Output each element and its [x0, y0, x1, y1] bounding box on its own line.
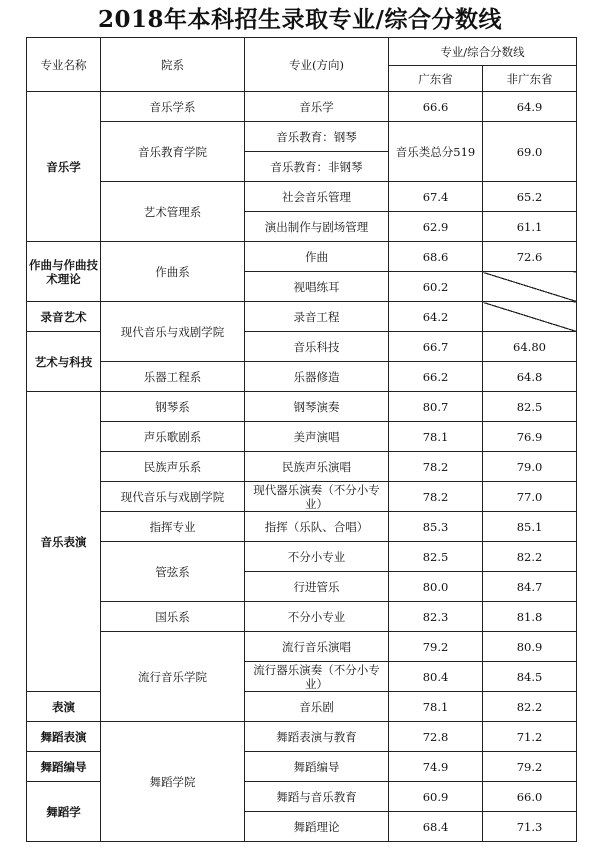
- header-row: [27, 38, 577, 66]
- dept-cell: 民族声乐系: [101, 452, 245, 482]
- direction-cell: 社会音乐管理: [245, 182, 389, 212]
- gd-score: 82.3: [389, 602, 483, 632]
- non-gd-score: 64.8: [483, 362, 577, 392]
- gd-score: 85.3: [389, 512, 483, 542]
- dept-cell: 乐器工程系: [101, 362, 245, 392]
- direction-cell: 音乐教育：非钢琴: [245, 152, 389, 182]
- dept-cell: 音乐教育学院: [101, 122, 245, 182]
- table-row: [27, 602, 577, 632]
- gd-score: 78.1: [389, 692, 483, 722]
- gd-score: 72.8: [389, 722, 483, 752]
- header-guangdong: 广东省: [389, 66, 483, 92]
- gd-score: 78.1: [389, 422, 483, 452]
- empty-diagonal-cell: [483, 302, 577, 332]
- gd-score: 64.2: [389, 302, 483, 332]
- gd-score: 66.6: [389, 92, 483, 122]
- direction-cell: 作曲: [245, 242, 389, 272]
- direction-cell: 现代器乐演奏（不分小专业）: [245, 482, 389, 512]
- table-row: [27, 512, 577, 542]
- table-row: [27, 392, 577, 422]
- non-gd-score: 61.1: [483, 212, 577, 242]
- gd-score: 音乐类总分519: [389, 122, 483, 182]
- gd-score: 68.6: [389, 242, 483, 272]
- gd-score: 78.2: [389, 452, 483, 482]
- non-gd-score: 66.0: [483, 782, 577, 812]
- direction-cell: 音乐教育：钢琴: [245, 122, 389, 152]
- header-major: 专业名称: [27, 38, 101, 92]
- major-cell: 录音艺术: [27, 302, 101, 332]
- major-cell: 表演: [27, 692, 101, 722]
- non-gd-score: 85.1: [483, 512, 577, 542]
- direction-cell: 钢琴演奏: [245, 392, 389, 422]
- direction-cell: 指挥（乐队、合唱）: [245, 512, 389, 542]
- dept-cell: 指挥专业: [101, 512, 245, 542]
- gd-score: 67.4: [389, 182, 483, 212]
- dept-cell: 作曲系: [101, 242, 245, 302]
- non-gd-score: 71.3: [483, 812, 577, 842]
- major-cell: 舞蹈编导: [27, 752, 101, 782]
- non-gd-score: 82.2: [483, 692, 577, 722]
- direction-cell: 乐器修造: [245, 362, 389, 392]
- direction-cell: 演出制作与剧场管理: [245, 212, 389, 242]
- non-gd-score: 79.2: [483, 752, 577, 782]
- direction-cell: 音乐剧: [245, 692, 389, 722]
- direction-cell: 流行音乐演唱: [245, 632, 389, 662]
- direction-cell: 不分小专业: [245, 542, 389, 572]
- direction-cell: 录音工程: [245, 302, 389, 332]
- non-gd-score: 64.80: [483, 332, 577, 362]
- table-row: [27, 452, 577, 482]
- table-row: [27, 92, 577, 122]
- direction-cell: 不分小专业: [245, 602, 389, 632]
- direction-cell: 行进管乐: [245, 572, 389, 602]
- table-row: [27, 482, 577, 512]
- direction-cell: 民族声乐演唱: [245, 452, 389, 482]
- dept-cell: 舞蹈学院: [101, 722, 245, 842]
- direction-cell: 音乐科技: [245, 332, 389, 362]
- header-direction: 专业(方向): [245, 38, 389, 92]
- non-gd-score: 79.0: [483, 452, 577, 482]
- dept-cell: 声乐歌剧系: [101, 422, 245, 452]
- non-gd-score: 71.2: [483, 722, 577, 752]
- gd-score: 78.2: [389, 482, 483, 512]
- gd-score: 60.9: [389, 782, 483, 812]
- dept-cell: 钢琴系: [101, 392, 245, 422]
- dept-cell: 音乐学系: [101, 92, 245, 122]
- header-score-line: 专业/综合分数线: [389, 38, 577, 66]
- gd-score: 62.9: [389, 212, 483, 242]
- table-row: [27, 122, 577, 152]
- header-dept: 院系: [101, 38, 245, 92]
- dept-cell: 流行音乐学院: [101, 632, 245, 722]
- gd-score: 66.7: [389, 332, 483, 362]
- direction-cell: 舞蹈理论: [245, 812, 389, 842]
- non-gd-score: 64.9: [483, 92, 577, 122]
- non-gd-score: 84.7: [483, 572, 577, 602]
- non-gd-score: 81.8: [483, 602, 577, 632]
- non-gd-score: 77.0: [483, 482, 577, 512]
- dept-cell: 艺术管理系: [101, 182, 245, 242]
- dept-cell: 管弦系: [101, 542, 245, 602]
- non-gd-score: 76.9: [483, 422, 577, 452]
- gd-score: 74.9: [389, 752, 483, 782]
- non-gd-score: 65.2: [483, 182, 577, 212]
- gd-score: 80.0: [389, 572, 483, 602]
- major-cell: 音乐表演: [27, 392, 101, 692]
- non-gd-score: 84.5: [483, 662, 577, 692]
- table-row: [27, 302, 577, 332]
- major-cell: 作曲与作曲技术理论: [27, 242, 101, 302]
- dept-cell: 现代音乐与戏剧学院: [101, 482, 245, 512]
- direction-cell: 视唱练耳: [245, 272, 389, 302]
- major-cell: 舞蹈学: [27, 782, 101, 842]
- dept-cell: 现代音乐与戏剧学院: [101, 302, 245, 362]
- gd-score: 60.2: [389, 272, 483, 302]
- direction-cell: 流行器乐演奏（不分小专业）: [245, 662, 389, 692]
- major-cell: 舞蹈表演: [27, 722, 101, 752]
- non-gd-score: 80.9: [483, 632, 577, 662]
- dept-cell: 国乐系: [101, 602, 245, 632]
- gd-score: 66.2: [389, 362, 483, 392]
- header-non-guangdong: 非广东省: [483, 66, 577, 92]
- table-row: [27, 722, 577, 752]
- major-cell: 音乐学: [27, 92, 101, 242]
- empty-diagonal-cell: [483, 272, 577, 302]
- gd-score: 80.4: [389, 662, 483, 692]
- direction-cell: 美声演唱: [245, 422, 389, 452]
- table-row: [27, 422, 577, 452]
- direction-cell: 舞蹈编导: [245, 752, 389, 782]
- non-gd-score: 82.5: [483, 392, 577, 422]
- table-row: [27, 182, 577, 212]
- table-row: [27, 632, 577, 662]
- table-row: [27, 242, 577, 272]
- direction-cell: 音乐学: [245, 92, 389, 122]
- page-title: 2018年本科招生录取专业/综合分数线: [98, 6, 502, 33]
- major-cell: 艺术与科技: [27, 332, 101, 392]
- gd-score: 68.4: [389, 812, 483, 842]
- non-gd-score: 69.0: [483, 122, 577, 182]
- gd-score: 79.2: [389, 632, 483, 662]
- table-row: [27, 542, 577, 572]
- non-gd-score: 82.2: [483, 542, 577, 572]
- table-row: [27, 362, 577, 392]
- gd-score: 82.5: [389, 542, 483, 572]
- direction-cell: 舞蹈与音乐教育: [245, 782, 389, 812]
- non-gd-score: 72.6: [483, 242, 577, 272]
- admission-score-table: [26, 37, 577, 842]
- direction-cell: 舞蹈表演与教育: [245, 722, 389, 752]
- gd-score: 80.7: [389, 392, 483, 422]
